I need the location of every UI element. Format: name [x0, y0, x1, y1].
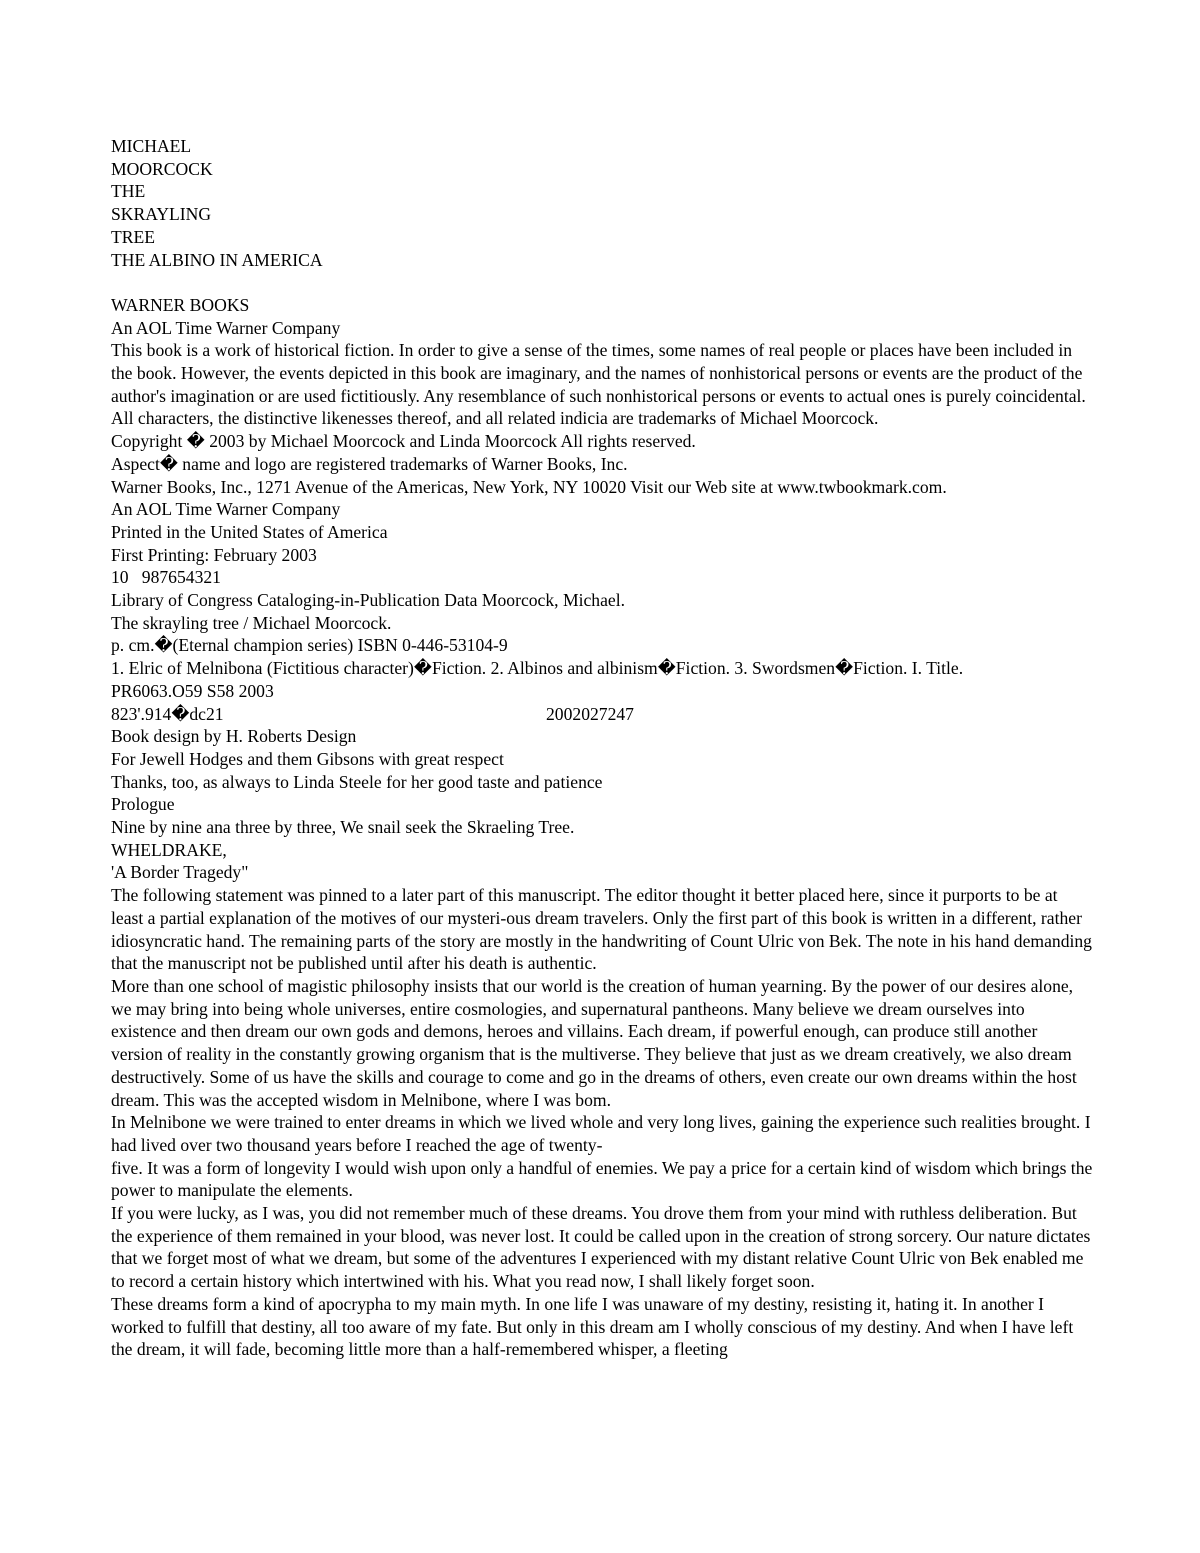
cip-classification-row	[111, 703, 1093, 726]
title-line: THE ALBINO IN AMERICA	[111, 249, 323, 270]
body-paragraph: These dreams form a kind of apocrypha to my main myth. In one life I was unaware of my destiny, resisting it, hating it. In another I worked to fulfill that destiny, all too aware of my fate. But only in this dream am I wholly conscious of my destiny. And when I have left the dream, it will fade, becoming little more than a half-remembered whisper, a fleeting	[111, 1293, 1074, 1360]
title-line: MICHAEL	[111, 136, 192, 156]
cip-lccn: 2002027247	[546, 703, 634, 724]
document-page	[111, 135, 1093, 1361]
cip-dewey: 823'.914�dc21	[111, 703, 224, 724]
cip-lc-number: PR6063.O59 S58 2003	[111, 680, 274, 701]
acknowledgement: Thanks, too, as always to Linda Steele for her good taste and patience	[111, 771, 603, 792]
publisher-name: WARNER BOOKS	[111, 294, 250, 315]
body-paragraph: five. It was a form of longevity I would wish upon only a handful of enemies. We pay a price for a certain kind of wisdom which brings the power to manipulate the elements.	[111, 1157, 1093, 1201]
first-printing: First Printing: February 2003	[111, 544, 317, 565]
printed-location: Printed in the United States of America	[111, 521, 388, 542]
cip-series: p. cm.�(Eternal champion series) ISBN 0-446-53104-9	[111, 635, 508, 656]
epigraph-attribution: WHELDRAKE,	[111, 839, 227, 860]
dedication: For Jewell Hodges and them Gibsons with great respect	[111, 748, 504, 769]
spacer	[111, 271, 1093, 294]
book-design-credit: Book design by H. Roberts Design	[111, 726, 357, 747]
body-paragraph: In Melnibone we were trained to enter dreams in which we lived whole and very long lives, gaining the experience such realities brought. I had lived over two thousand years before I reached the age of twenty-	[111, 1112, 1091, 1155]
disclaimer-paragraph: This book is a work of historical fiction. In order to give a sense of the times, some names of real people or places have been included in the book. However, the events depicted in this book are imaginary, and the names of nonhistorical persons or events are the product of the author's imagination or are used fictitiously. Any resemblance of such nonhistorical persons or events to actual ones is purely coincidental.	[111, 340, 1086, 406]
copyright-notice: Copyright � 2003 by Michael Moorcock and Linda Moorcock All rights reserved.	[111, 431, 696, 452]
publisher-address: Warner Books, Inc., 1271 Avenue of the Americas, New York, NY 10020 Visit our Web site at www.twbookmark.com.	[111, 476, 947, 497]
title-line: MOORCOCK	[111, 158, 213, 179]
prologue-heading: Prologue	[111, 794, 175, 815]
prologue-section	[111, 793, 1093, 884]
cip-subjects: 1. Elric of Melnibona (Fictitious character)�Fiction. 2. Albinos and albinism�Fiction. 3. Swordsmen�Fiction. I. Title.	[111, 658, 964, 679]
body-paragraph: If you were lucky, as I was, you did not remember much of these dreams. You drove them from your mind with ruthless deliberation. But the experience of them remained in your blood, was never lost. It could be called upon in the creation of strong sorcery. Our nature dictates that we forget most of what we dream, but some of the adventures I experienced with my distant relative Count Ulric von Bek enabled me to record a certain history which intertwined with his. What you read now, I shall likely forget soon.	[111, 1203, 1091, 1292]
title-block	[111, 135, 1093, 271]
body-paragraph: The following statement was pinned to a later part of this manuscript. The editor thought it better placed here, since it purports to be at least a partial explanation of the motives of our mysteri-ous dream travelers. Only the first part of this book is written in a different, rather idiosyncratic hand. The remaining parts of the story are mostly in the handwriting of Count Ulric von Bek. The note in his hand demanding that the manuscript not be published until after his death is authentic.	[111, 885, 1092, 974]
epigraph-source: 'A Border Tragedy"	[111, 862, 249, 883]
print-line: 10 987654321	[111, 567, 221, 588]
body-text	[111, 884, 1093, 1361]
publisher-company: An AOL Time Warner Company	[111, 317, 341, 338]
trademark-notice: All characters, the distinctive likenesses thereof, and all related indicia are trademarks of Michael Moorcock.	[111, 408, 879, 429]
title-line: SKRAYLING	[111, 204, 212, 225]
epigraph: Nine by nine ana three by three, We snail seek the Skraeling Tree.	[111, 817, 575, 838]
cip-block	[111, 589, 1093, 725]
publisher-company-repeat: An AOL Time Warner Company	[111, 499, 341, 520]
title-line: TREE	[111, 226, 155, 247]
title-line: THE	[111, 181, 146, 202]
aspect-notice: Aspect� name and logo are registered trademarks of Warner Books, Inc.	[111, 453, 628, 474]
cip-title-line: The skrayling tree / Michael Moorcock.	[111, 612, 392, 633]
cip-heading: Library of Congress Cataloging-in-Publication Data Moorcock, Michael.	[111, 590, 625, 611]
body-paragraph: More than one school of magistic philosophy insists that our world is the creation of human yearning. By the power of our desires alone, we may bring into being whole universes, entire cosmologies, and supernatural pantheons. Many believe we dream ourselves into existence and then dream our own gods and demons, heroes and villains. Each dream, if powerful enough, can produce still another version of reality in the constantly growing organism that is the multiverse. They believe that just as we dream creatively, we also dream destructively. Some of us have the skills and courage to come and go in the dreams of others, even create our own dreams within the host dream. This was the accepted wisdom in Melnibone, where I was bom.	[111, 976, 1077, 1110]
